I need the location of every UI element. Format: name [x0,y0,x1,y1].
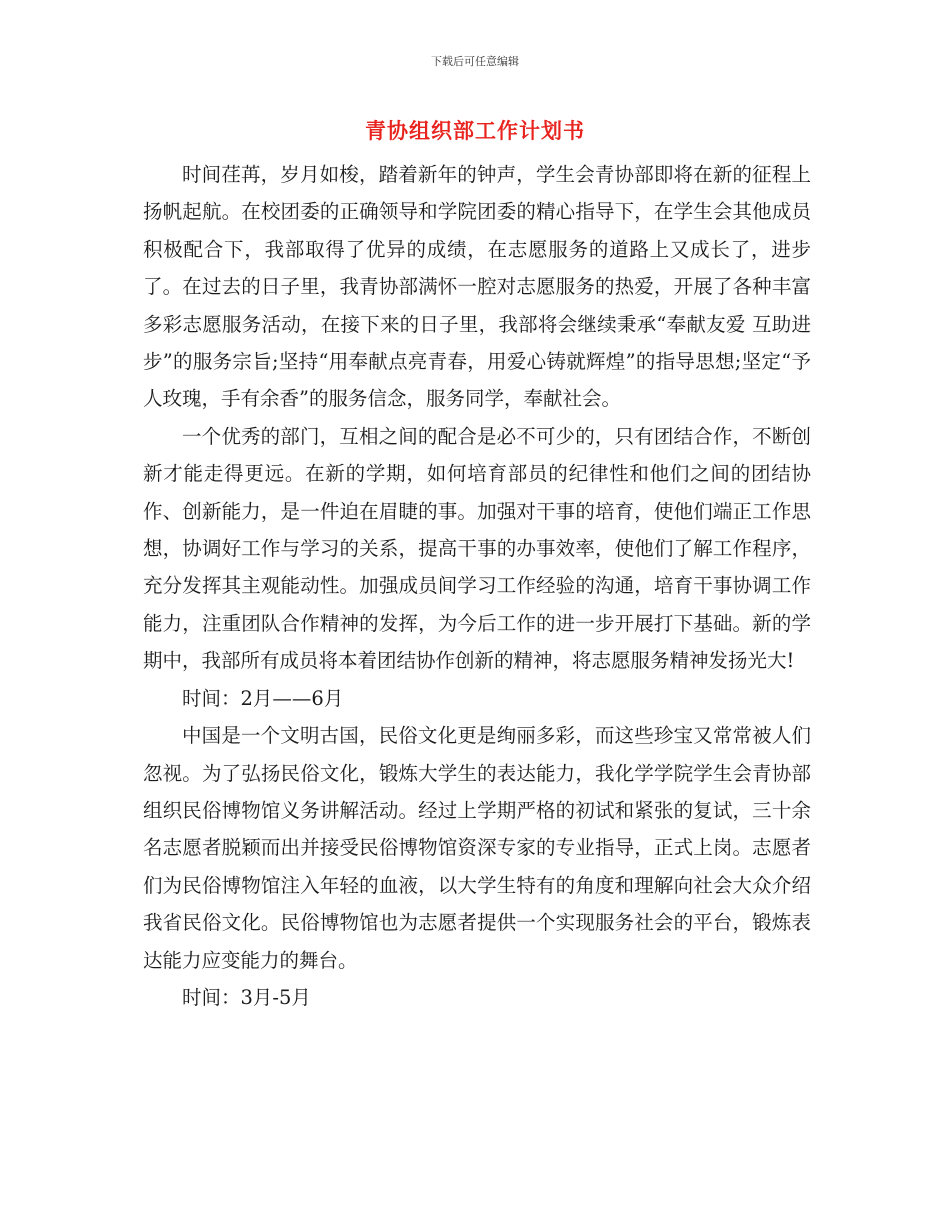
paragraph-intro: 时间荏苒，岁月如梭，踏着新年的钟声，学生会青协部即将在新的征程上扬帆起航。在校团委的正确领导和学院团委的精心指导下，在学生会其他成员积极配合下，我部取得了优异的成绩，在志愿服务的道路上又成长了，进步了。在过去的日子里，我青协部满怀一腔对志愿服务的热爱，开展了各种丰富多彩志愿服务活动，在接下来的日子里，我部将会继续秉承“奉献友爱 互助进步”的服务宗旨;坚持“用奉献点亮青春，用爱心铸就辉煌”的指导思想;坚定“予人玫瑰，手有余香”的服务信念，服务同学，奉献社会。 [143,163,811,411]
paragraph-folk-museum: 中国是一个文明古国，民俗文化更是绚丽多彩，而这些珍宝又常常被人们忽视。为了弘扬民俗文化，锻炼大学生的表达能力，我化学学院学生会青协部组织民俗博物馆义务讲解活动。经过上学期严格的初试和紧张的复试，三十余名志愿者脱颖而出并接受民俗博物馆资深专家的专业指导，正式上岗。志愿者们为民俗博物馆注入年轻的血液，以大学生特有的角度和理解向社会大众介绍我省民俗文化。民俗博物馆也为志愿者提供一个实现服务社会的平台，锻炼表达能力应变能力的舞台。 [143,724,811,972]
page-header-note: 下载后可任意编辑 [431,55,519,68]
document-body [143,156,811,1016]
document-title: 青协组织部工作计划书 [365,118,585,143]
paragraph-teamwork: 一个优秀的部门，互相之间的配合是必不可少的，只有团结合作，不断创新才能走得更远。在新的学期，如何培育部员的纪律性和他们之间的团结协作、创新能力，是一件迫在眉睫的事。加强对干事的培育，使他们端正工作思想，协调好工作与学习的关系，提高干事的办事效率，使他们了解工作程序，充分发挥其主观能动性。加强成员间学习工作经验的沟通，培育干事协调工作能力，注重团队合作精神的发挥，为今后工作的进一步开展打下基础。新的学期中，我部所有成员将本着团结协作创新的精神，将志愿服务精神发扬光大! [143,424,811,673]
time-line-1: 时间：2月——6月 [182,686,344,710]
time-line-2: 时间：3月-5月 [182,985,311,1009]
